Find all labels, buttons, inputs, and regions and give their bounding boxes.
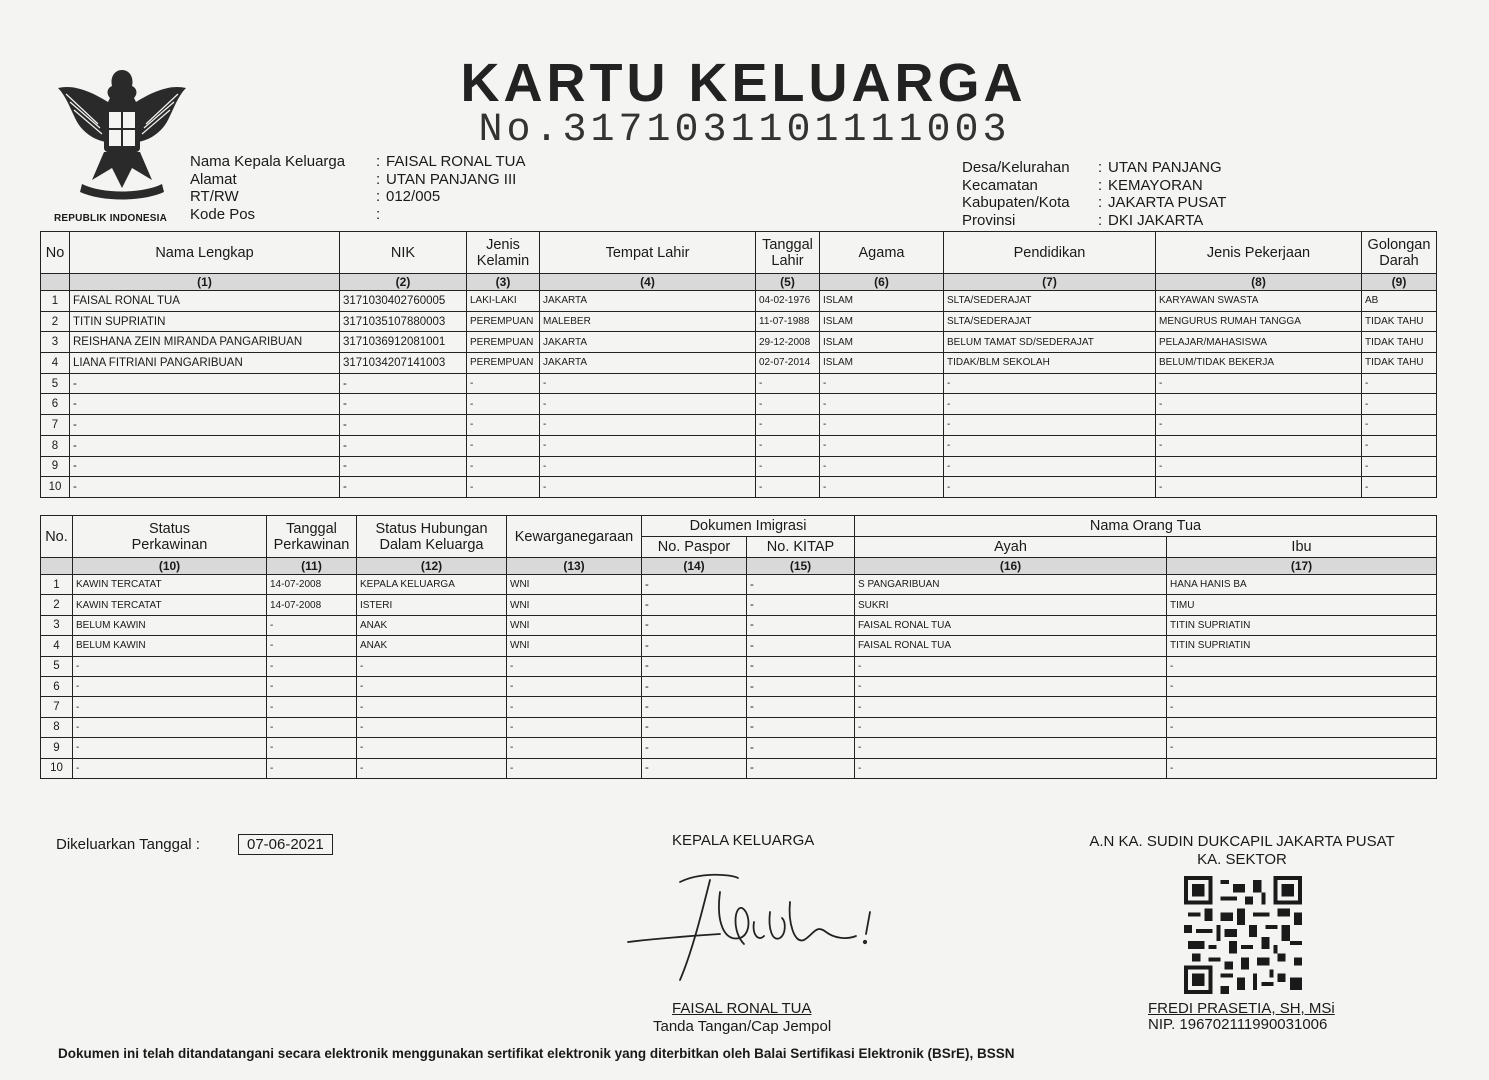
table-cell: -	[267, 738, 357, 758]
table-cell: -	[747, 636, 855, 656]
table-cell: -	[642, 676, 747, 696]
issuing-office	[1086, 833, 1398, 869]
table-cell: -	[267, 758, 357, 778]
table-cell: -	[73, 717, 267, 737]
info-value: DKI JAKARTA	[1108, 211, 1204, 229]
table-cell: ISLAM	[820, 311, 944, 332]
org-line-1: A.N KA. SUDIN DUKCAPIL JAKARTA PUSAT	[1089, 833, 1395, 850]
table-cell: WNI	[507, 595, 642, 615]
table-cell: FAISAL RONAL TUA	[70, 291, 340, 312]
table-row	[41, 291, 1437, 312]
table-cell: -	[944, 477, 1156, 498]
info-label: Desa/Kelurahan	[962, 159, 1070, 176]
table-cell: -	[507, 717, 642, 737]
header-cell: Kewarganegaraan	[507, 516, 642, 558]
table-cell: -	[340, 373, 467, 394]
table-cell: TIDAK TAHU	[1362, 311, 1437, 332]
table-cell: WNI	[507, 615, 642, 635]
document-title: KARTU KELUARGA	[460, 53, 1027, 113]
table-cell: FAISAL RONAL TUA	[855, 615, 1167, 635]
column-number-cell	[41, 558, 73, 575]
table-cell: 2	[41, 311, 70, 332]
table-cell: KAWIN TERCATAT	[73, 575, 267, 595]
table-cell: -	[820, 456, 944, 477]
table-cell: KEPALA KELUARGA	[357, 575, 507, 595]
table-row	[41, 394, 1437, 415]
table-row	[41, 595, 1437, 615]
table-row	[41, 575, 1437, 595]
table-cell: -	[642, 656, 747, 676]
table-cell: JAKARTA	[540, 353, 756, 374]
table-cell: 3171036912081001	[340, 332, 467, 353]
table-cell: -	[1156, 435, 1362, 456]
column-number-cell: (11)	[267, 558, 357, 575]
column-number-cell	[41, 274, 70, 291]
table-cell: 3171035107880003	[340, 311, 467, 332]
table-row	[41, 656, 1437, 676]
table-row	[41, 311, 1437, 332]
table-cell: 04-02-1976	[756, 291, 820, 312]
header-cell: Tempat Lahir	[540, 232, 756, 274]
table-cell: BELUM TAMAT SD/SEDERAJAT	[944, 332, 1156, 353]
table-cell: SUKRI	[855, 595, 1167, 615]
header-cell: Pendidikan	[944, 232, 1156, 274]
table-row	[41, 373, 1437, 394]
table-cell: LIANA FITRIANI PANGARIBUAN	[70, 353, 340, 374]
table-cell: -	[507, 758, 642, 778]
table-cell: -	[1167, 656, 1437, 676]
table-cell: 7	[41, 415, 70, 436]
info-value: JAKARTA PUSAT	[1108, 194, 1227, 211]
table-cell: FAISAL RONAL TUA	[855, 636, 1167, 656]
table-cell: -	[747, 738, 855, 758]
table-cell: -	[73, 676, 267, 696]
org-line-2: KA. SEKTOR	[1197, 851, 1287, 868]
table-cell: -	[70, 415, 340, 436]
table-cell: -	[467, 373, 540, 394]
table-cell: 4	[41, 636, 73, 656]
table-cell: PELAJAR/MAHASISWA	[1156, 332, 1362, 353]
header-cell: Status Hubungan Dalam Keluarga	[357, 516, 507, 558]
table-row	[41, 415, 1437, 436]
table-cell: 6	[41, 394, 70, 415]
document-number: No.3171031101111003	[478, 108, 1011, 153]
table-cell: -	[507, 676, 642, 696]
table-cell: -	[507, 656, 642, 676]
table-cell: -	[1167, 738, 1437, 758]
table-cell: -	[73, 738, 267, 758]
column-number-cell: (10)	[73, 558, 267, 575]
table-cell: 11-07-1988	[756, 311, 820, 332]
table-cell: REISHANA ZEIN MIRANDA PANGARIBUAN	[70, 332, 340, 353]
table-cell: -	[855, 656, 1167, 676]
table-cell: -	[642, 697, 747, 717]
table-cell: 14-07-2008	[267, 575, 357, 595]
info-label: Kabupaten/Kota	[962, 194, 1070, 211]
header-cell: No. KITAP	[747, 537, 855, 558]
column-number-cell: (9)	[1362, 274, 1437, 291]
table-cell: -	[747, 595, 855, 615]
table-cell: -	[820, 394, 944, 415]
table-cell: -	[820, 373, 944, 394]
table-cell: HANA HANIS BA	[1167, 575, 1437, 595]
table-cell: TITIN SUPRIATIN	[1167, 636, 1437, 656]
table-cell: -	[747, 656, 855, 676]
table-cell: -	[340, 415, 467, 436]
table-cell: 3171034207141003	[340, 353, 467, 374]
info-label: RT/RW	[190, 188, 239, 205]
table-cell: -	[357, 656, 507, 676]
table-cell: -	[507, 738, 642, 758]
table-cell: -	[944, 394, 1156, 415]
table-row	[41, 615, 1437, 635]
table-cell: -	[1156, 415, 1362, 436]
header-cell: Jenis Pekerjaan	[1156, 232, 1362, 274]
table-cell: -	[357, 717, 507, 737]
table-cell: -	[540, 477, 756, 498]
table-cell: -	[820, 435, 944, 456]
table-cell: -	[1156, 477, 1362, 498]
table-cell: -	[747, 697, 855, 717]
head-title: KEPALA KELUARGA	[672, 832, 815, 849]
table-cell: -	[820, 477, 944, 498]
table-cell: -	[747, 615, 855, 635]
table-cell: 10	[41, 477, 70, 498]
table-cell: -	[540, 415, 756, 436]
table-cell: -	[756, 435, 820, 456]
table-cell: -	[1167, 758, 1437, 778]
table-cell: -	[73, 758, 267, 778]
table-cell: PEREMPUAN	[467, 332, 540, 353]
table-cell: -	[467, 456, 540, 477]
header-cell: No	[41, 232, 70, 274]
header-cell: Ayah	[855, 537, 1167, 558]
table-cell: -	[747, 676, 855, 696]
header-cell: Agama	[820, 232, 944, 274]
table-cell: -	[73, 656, 267, 676]
table-cell: 1	[41, 575, 73, 595]
table-cell: ANAK	[357, 636, 507, 656]
column-number-row	[41, 274, 1437, 291]
header-cell: Status Perkawinan	[73, 516, 267, 558]
table-cell: -	[642, 636, 747, 656]
column-number-cell: (8)	[1156, 274, 1362, 291]
table-cell: TIMU	[1167, 595, 1437, 615]
table-cell: 5	[41, 373, 70, 394]
table-cell: 3171030402760005	[340, 291, 467, 312]
table-cell: -	[1156, 456, 1362, 477]
table-cell: 9	[41, 738, 73, 758]
table-cell: -	[1362, 456, 1437, 477]
table-cell: 6	[41, 676, 73, 696]
table-cell: SLTA/SEDERAJAT	[944, 291, 1156, 312]
table-row	[41, 435, 1437, 456]
table-cell: TITIN SUPRIATIN	[70, 311, 340, 332]
table-cell: -	[70, 435, 340, 456]
table-cell: BELUM/TIDAK BEKERJA	[1156, 353, 1362, 374]
table-row	[41, 477, 1437, 498]
table-row	[41, 676, 1437, 696]
table-cell: -	[855, 697, 1167, 717]
table-cell: -	[944, 415, 1156, 436]
table-cell: SLTA/SEDERAJAT	[944, 311, 1156, 332]
table-cell: -	[756, 456, 820, 477]
table-cell: ISLAM	[820, 332, 944, 353]
table-cell: 8	[41, 717, 73, 737]
qr-code-icon	[1182, 876, 1304, 994]
table-row	[41, 697, 1437, 717]
table-row	[41, 738, 1437, 758]
header-cell: No. Paspor	[642, 537, 747, 558]
table-cell: -	[267, 615, 357, 635]
table-cell: 4	[41, 353, 70, 374]
table-cell: -	[70, 456, 340, 477]
table-row	[41, 636, 1437, 656]
table-cell: -	[540, 435, 756, 456]
table-cell: WNI	[507, 575, 642, 595]
info-label: Nama Kepala Keluarga	[190, 153, 346, 170]
column-number-cell: (2)	[340, 274, 467, 291]
table-cell: -	[1156, 394, 1362, 415]
table-cell: -	[340, 394, 467, 415]
issued-date-block	[56, 834, 333, 855]
table-cell: -	[540, 456, 756, 477]
table-cell: -	[267, 717, 357, 737]
table-cell: -	[756, 415, 820, 436]
emblem-caption: REPUBLIK INDONESIA	[54, 213, 168, 224]
head-signature-icon	[620, 862, 890, 992]
official-nip: NIP. 196702111990031006	[1148, 1016, 1328, 1033]
table-row	[41, 332, 1437, 353]
table-row	[41, 456, 1437, 477]
table-cell: 14-07-2008	[267, 595, 357, 615]
table-cell: ANAK	[357, 615, 507, 635]
table-cell: -	[756, 477, 820, 498]
table-cell: -	[357, 676, 507, 696]
table-cell: -	[357, 697, 507, 717]
table-cell: JAKARTA	[540, 291, 756, 312]
table-cell: -	[1167, 676, 1437, 696]
issued-label: Dikeluarkan Tanggal :	[56, 836, 200, 853]
column-number-cell: (6)	[820, 274, 944, 291]
table-cell: KAWIN TERCATAT	[73, 595, 267, 615]
header-cell: Jenis Kelamin	[467, 232, 540, 274]
table-cell: -	[1362, 435, 1437, 456]
table-cell: -	[540, 394, 756, 415]
table-cell: -	[855, 738, 1167, 758]
header-cell: Ibu	[1167, 537, 1437, 558]
table-cell: -	[467, 435, 540, 456]
family-members-table	[40, 231, 1437, 498]
official-name: FREDI PRASETIA, SH, MSi	[1148, 1000, 1335, 1017]
table-cell: -	[467, 394, 540, 415]
table-cell: -	[1167, 697, 1437, 717]
table-cell: TIDAK TAHU	[1362, 332, 1437, 353]
info-label: Provinsi	[962, 211, 1016, 229]
table-cell: WNI	[507, 636, 642, 656]
table-cell: MALEBER	[540, 311, 756, 332]
table-cell: -	[73, 697, 267, 717]
head-caption: Tanda Tangan/Cap Jempol	[653, 1018, 832, 1035]
table-cell: 8	[41, 435, 70, 456]
household-info-right: Desa/Kelurahan : UTAN PANJANG Kecamatan : KEMAYORAN Kabupaten/Kota : JAKARTA PUSAT Provinsi : DKI JAKARTA	[962, 159, 1227, 229]
table-cell: 1	[41, 291, 70, 312]
issued-date: 07-06-2021	[238, 834, 333, 855]
table-cell: -	[855, 676, 1167, 696]
table-cell: ISLAM	[820, 291, 944, 312]
table-cell: BELUM KAWIN	[73, 615, 267, 635]
table-cell: -	[70, 373, 340, 394]
info-value: KEMAYORAN	[1108, 176, 1203, 194]
table-cell: TITIN SUPRIATIN	[1167, 615, 1437, 635]
table-cell: -	[855, 717, 1167, 737]
table-cell: -	[340, 435, 467, 456]
header-cell: No.	[41, 516, 73, 558]
info-label: Alamat	[190, 170, 237, 188]
table-cell: -	[70, 394, 340, 415]
header-cell: Nama Orang Tua	[855, 516, 1437, 537]
table-cell: -	[267, 697, 357, 717]
info-value: UTAN PANJANG	[1108, 159, 1222, 176]
table-cell: -	[340, 477, 467, 498]
column-number-cell: (17)	[1167, 558, 1437, 575]
info-label: Kecamatan	[962, 176, 1038, 194]
table-cell: -	[357, 738, 507, 758]
table-cell: MENGURUS RUMAH TANGGA	[1156, 311, 1362, 332]
table-cell: -	[1362, 373, 1437, 394]
table-cell: -	[267, 676, 357, 696]
column-number-cell: (5)	[756, 274, 820, 291]
table-cell: -	[642, 738, 747, 758]
column-number-cell: (3)	[467, 274, 540, 291]
table-cell: -	[267, 636, 357, 656]
table-cell: -	[747, 575, 855, 595]
table-cell: -	[944, 435, 1156, 456]
household-info-left: Nama Kepala Keluarga : FAISAL RONAL TUA Alamat : UTAN PANJANG III RT/RW : 012/005 Kode Pos :	[190, 153, 526, 223]
table-cell: -	[944, 373, 1156, 394]
table-cell: -	[820, 415, 944, 436]
table-cell: -	[944, 456, 1156, 477]
table-cell: 2	[41, 595, 73, 615]
table-cell: -	[540, 373, 756, 394]
info-value: 012/005	[386, 188, 441, 205]
info-value: UTAN PANJANG III	[386, 170, 517, 188]
table-cell: -	[1362, 415, 1437, 436]
table-cell: -	[507, 697, 642, 717]
table-row	[41, 758, 1437, 778]
table-cell: 3	[41, 615, 73, 635]
table-cell: PEREMPUAN	[467, 353, 540, 374]
table-cell: 7	[41, 697, 73, 717]
table-cell: -	[340, 456, 467, 477]
table-cell: BELUM KAWIN	[73, 636, 267, 656]
table-cell: TIDAK TAHU	[1362, 353, 1437, 374]
table-cell: -	[642, 758, 747, 778]
table-cell: -	[756, 394, 820, 415]
table-cell: KARYAWAN SWASTA	[1156, 291, 1362, 312]
table-cell: -	[467, 415, 540, 436]
info-value: FAISAL RONAL TUA	[386, 153, 526, 170]
table1-body	[41, 291, 1437, 498]
table-row	[41, 353, 1437, 374]
column-number-cell: (12)	[357, 558, 507, 575]
table-cell: -	[642, 575, 747, 595]
column-number-cell: (14)	[642, 558, 747, 575]
table-cell: JAKARTA	[540, 332, 756, 353]
column-number-cell: (4)	[540, 274, 756, 291]
table2-body	[41, 575, 1437, 779]
table-cell: 29-12-2008	[756, 332, 820, 353]
table-cell: 02-07-2014	[756, 353, 820, 374]
table-cell: 9	[41, 456, 70, 477]
header-cell: Tanggal Lahir	[756, 232, 820, 274]
table-cell: -	[267, 656, 357, 676]
column-number-cell: (1)	[70, 274, 340, 291]
head-name: FAISAL RONAL TUA	[672, 1000, 812, 1017]
table-cell: AB	[1362, 291, 1437, 312]
info-label: Kode Pos	[190, 205, 256, 223]
header-cell: Nama Lengkap	[70, 232, 340, 274]
table-cell: -	[70, 477, 340, 498]
table-row	[41, 717, 1437, 737]
column-number-cell: (13)	[507, 558, 642, 575]
header-cell: NIK	[340, 232, 467, 274]
table-cell: -	[747, 717, 855, 737]
column-number-cell: (15)	[747, 558, 855, 575]
column-number-cell: (7)	[944, 274, 1156, 291]
table-cell: -	[1167, 717, 1437, 737]
table-cell: LAKI-LAKI	[467, 291, 540, 312]
table-cell: -	[467, 477, 540, 498]
table-cell: -	[747, 758, 855, 778]
header-cell: Golongan Darah	[1362, 232, 1437, 274]
column-number-cell: (16)	[855, 558, 1167, 575]
table-cell: -	[1362, 394, 1437, 415]
table-cell: -	[1362, 477, 1437, 498]
table-cell: -	[642, 595, 747, 615]
table-cell: -	[756, 373, 820, 394]
family-status-table	[40, 515, 1437, 779]
header-cell: Tanggal Perkawinan	[267, 516, 357, 558]
table-cell: -	[1156, 373, 1362, 394]
e-signature-disclaimer: Dokumen ini telah ditandatangani secara elektronik menggunakan sertifikat elektronik yang diterbitkan oleh Balai Sertifikasi Elektronik (BSrE), BSSN	[58, 1046, 1015, 1061]
table-cell: -	[855, 758, 1167, 778]
table-cell: ISTERI	[357, 595, 507, 615]
table-cell: -	[642, 717, 747, 737]
table-cell: ISLAM	[820, 353, 944, 374]
table-cell: 5	[41, 656, 73, 676]
table-cell: TIDAK/BLM SEKOLAH	[944, 353, 1156, 374]
table-cell: 3	[41, 332, 70, 353]
table-cell: -	[642, 615, 747, 635]
header-cell: Dokumen Imigrasi	[642, 516, 855, 537]
table-cell: -	[357, 758, 507, 778]
table-cell: 10	[41, 758, 73, 778]
table-cell: PEREMPUAN	[467, 311, 540, 332]
table-cell: S PANGARIBUAN	[855, 575, 1167, 595]
column-number-row	[41, 558, 1437, 575]
